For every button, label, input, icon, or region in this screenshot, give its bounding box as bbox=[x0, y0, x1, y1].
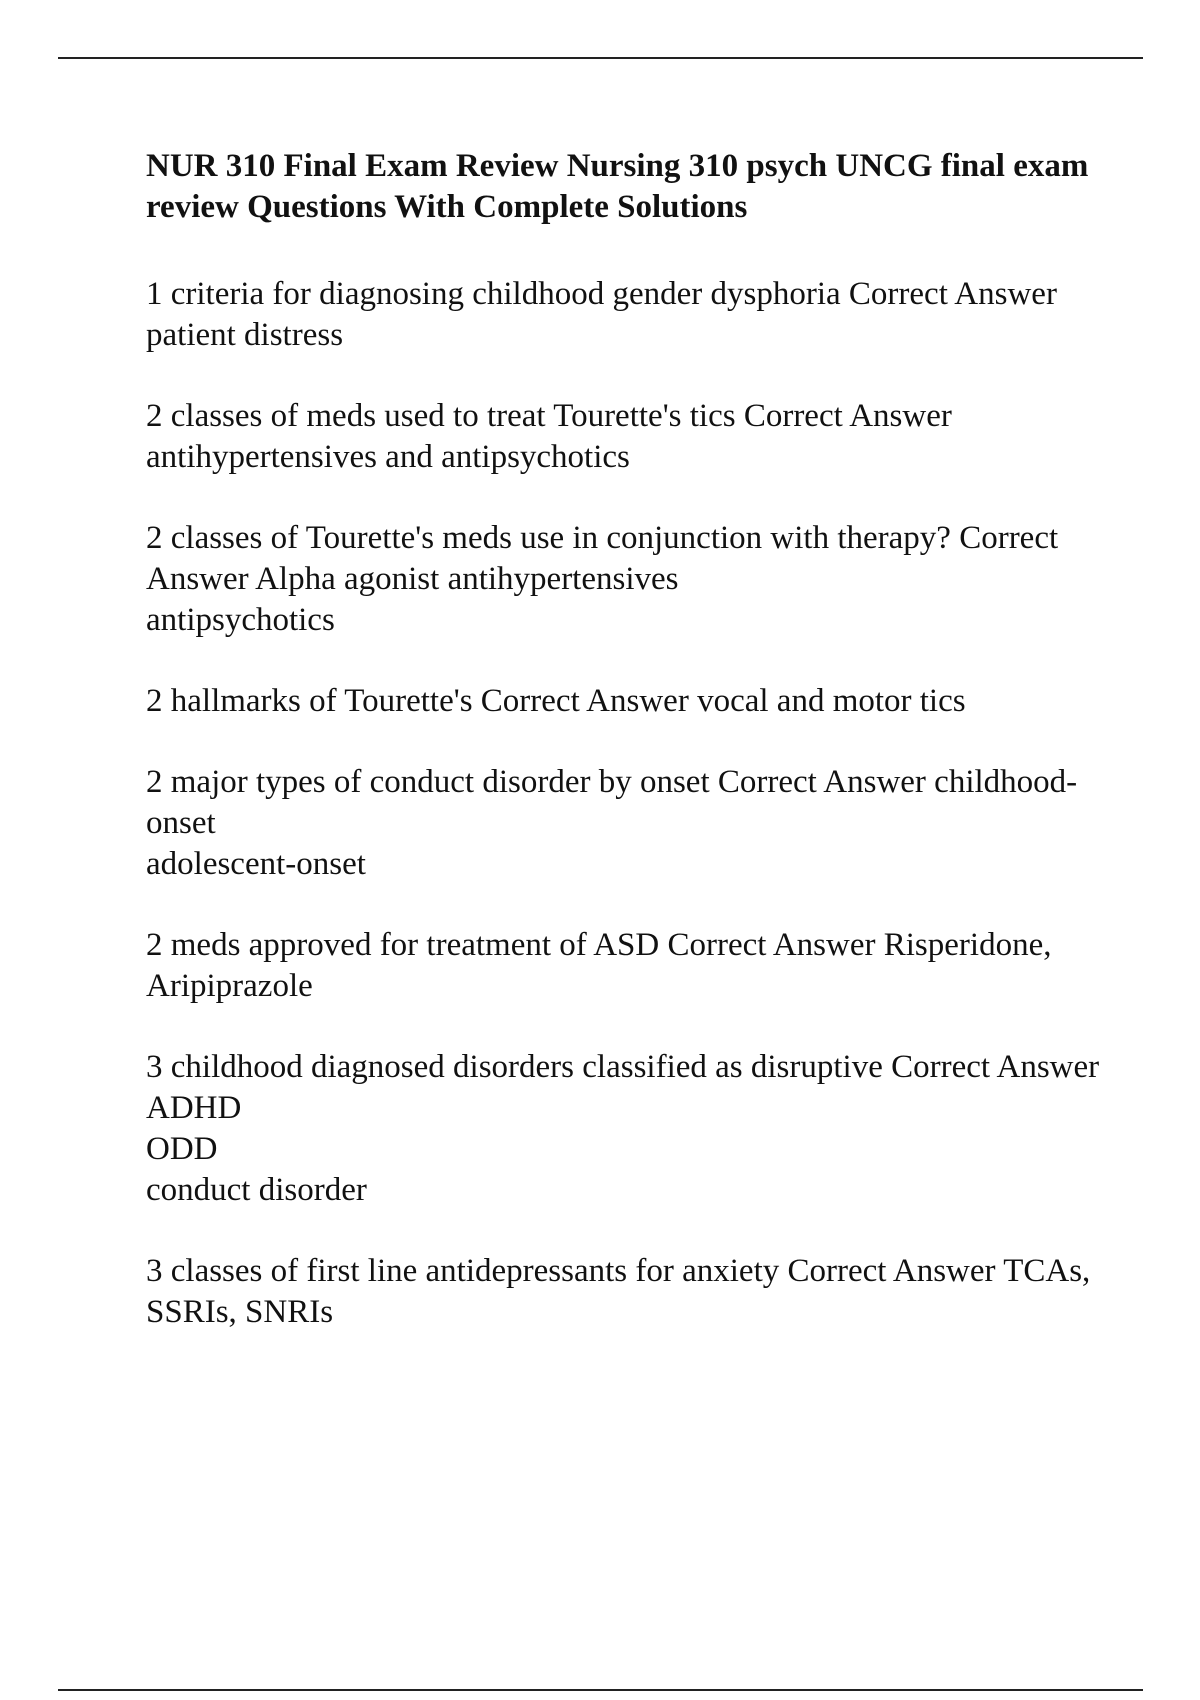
qa-item bbox=[146, 762, 1136, 885]
answer-text: childhood-onset bbox=[146, 764, 1078, 841]
question-text: 2 classes of Tourette's meds use in conjunction with therapy? bbox=[146, 520, 951, 556]
correct-answer-label: Correct Answer bbox=[787, 1253, 996, 1289]
answer-text: conduct disorder bbox=[146, 1172, 367, 1208]
qa-item bbox=[146, 1251, 1136, 1333]
qa-item bbox=[146, 518, 1136, 641]
correct-answer-label: Correct Answer bbox=[146, 520, 1065, 597]
qa-list bbox=[146, 274, 1136, 1333]
document-title: NUR 310 Final Exam Review Nursing 310 psych UNCG final exam review Questions With Complete Solutions bbox=[146, 148, 1089, 225]
correct-answer-label: Correct Answer bbox=[667, 927, 876, 963]
question-text: 2 meds approved for treatment of ASD bbox=[146, 927, 660, 963]
correct-answer-label: Correct Answer bbox=[480, 683, 689, 719]
question-text: 2 classes of meds used to treat Tourette's tics bbox=[146, 398, 736, 434]
footer-rule bbox=[58, 1689, 1143, 1691]
answer-text: ODD bbox=[146, 1131, 218, 1167]
qa-item bbox=[146, 681, 1136, 722]
question-text: 3 classes of first line antidepressants for anxiety bbox=[146, 1253, 780, 1289]
answer-text: adolescent-onset bbox=[146, 846, 366, 882]
question-text: 1 criteria for diagnosing childhood gender dysphoria bbox=[146, 276, 841, 312]
correct-answer-label: Correct Answer bbox=[717, 764, 926, 800]
qa-item bbox=[146, 1047, 1136, 1211]
qa-item bbox=[146, 396, 1136, 478]
answer-text: Alpha agonist antihypertensives bbox=[255, 561, 679, 597]
answer-text: ADHD bbox=[146, 1090, 242, 1126]
answer-text: patient distress bbox=[146, 317, 344, 353]
question-text: 2 major types of conduct disorder by onset bbox=[146, 764, 710, 800]
answer-text: Risperidone, Aripiprazole bbox=[146, 927, 1058, 1004]
answer-text: TCAs, SSRIs, SNRIs bbox=[146, 1253, 1099, 1330]
answer-text: antipsychotics bbox=[146, 602, 335, 638]
qa-item bbox=[146, 274, 1136, 356]
question-text: 3 childhood diagnosed disorders classified as disruptive bbox=[146, 1049, 883, 1085]
header-rule bbox=[58, 57, 1143, 59]
question-text: 2 hallmarks of Tourette's bbox=[146, 683, 473, 719]
qa-item bbox=[146, 925, 1136, 1007]
correct-answer-label: Correct Answer bbox=[743, 398, 952, 434]
document-body bbox=[146, 146, 1136, 1373]
answer-text: antihypertensives and antipsychotics bbox=[146, 439, 630, 475]
answer-text: vocal and motor tics bbox=[697, 683, 966, 719]
correct-answer-label: Correct Answer bbox=[848, 276, 1057, 312]
correct-answer-label: Correct Answer bbox=[891, 1049, 1100, 1085]
